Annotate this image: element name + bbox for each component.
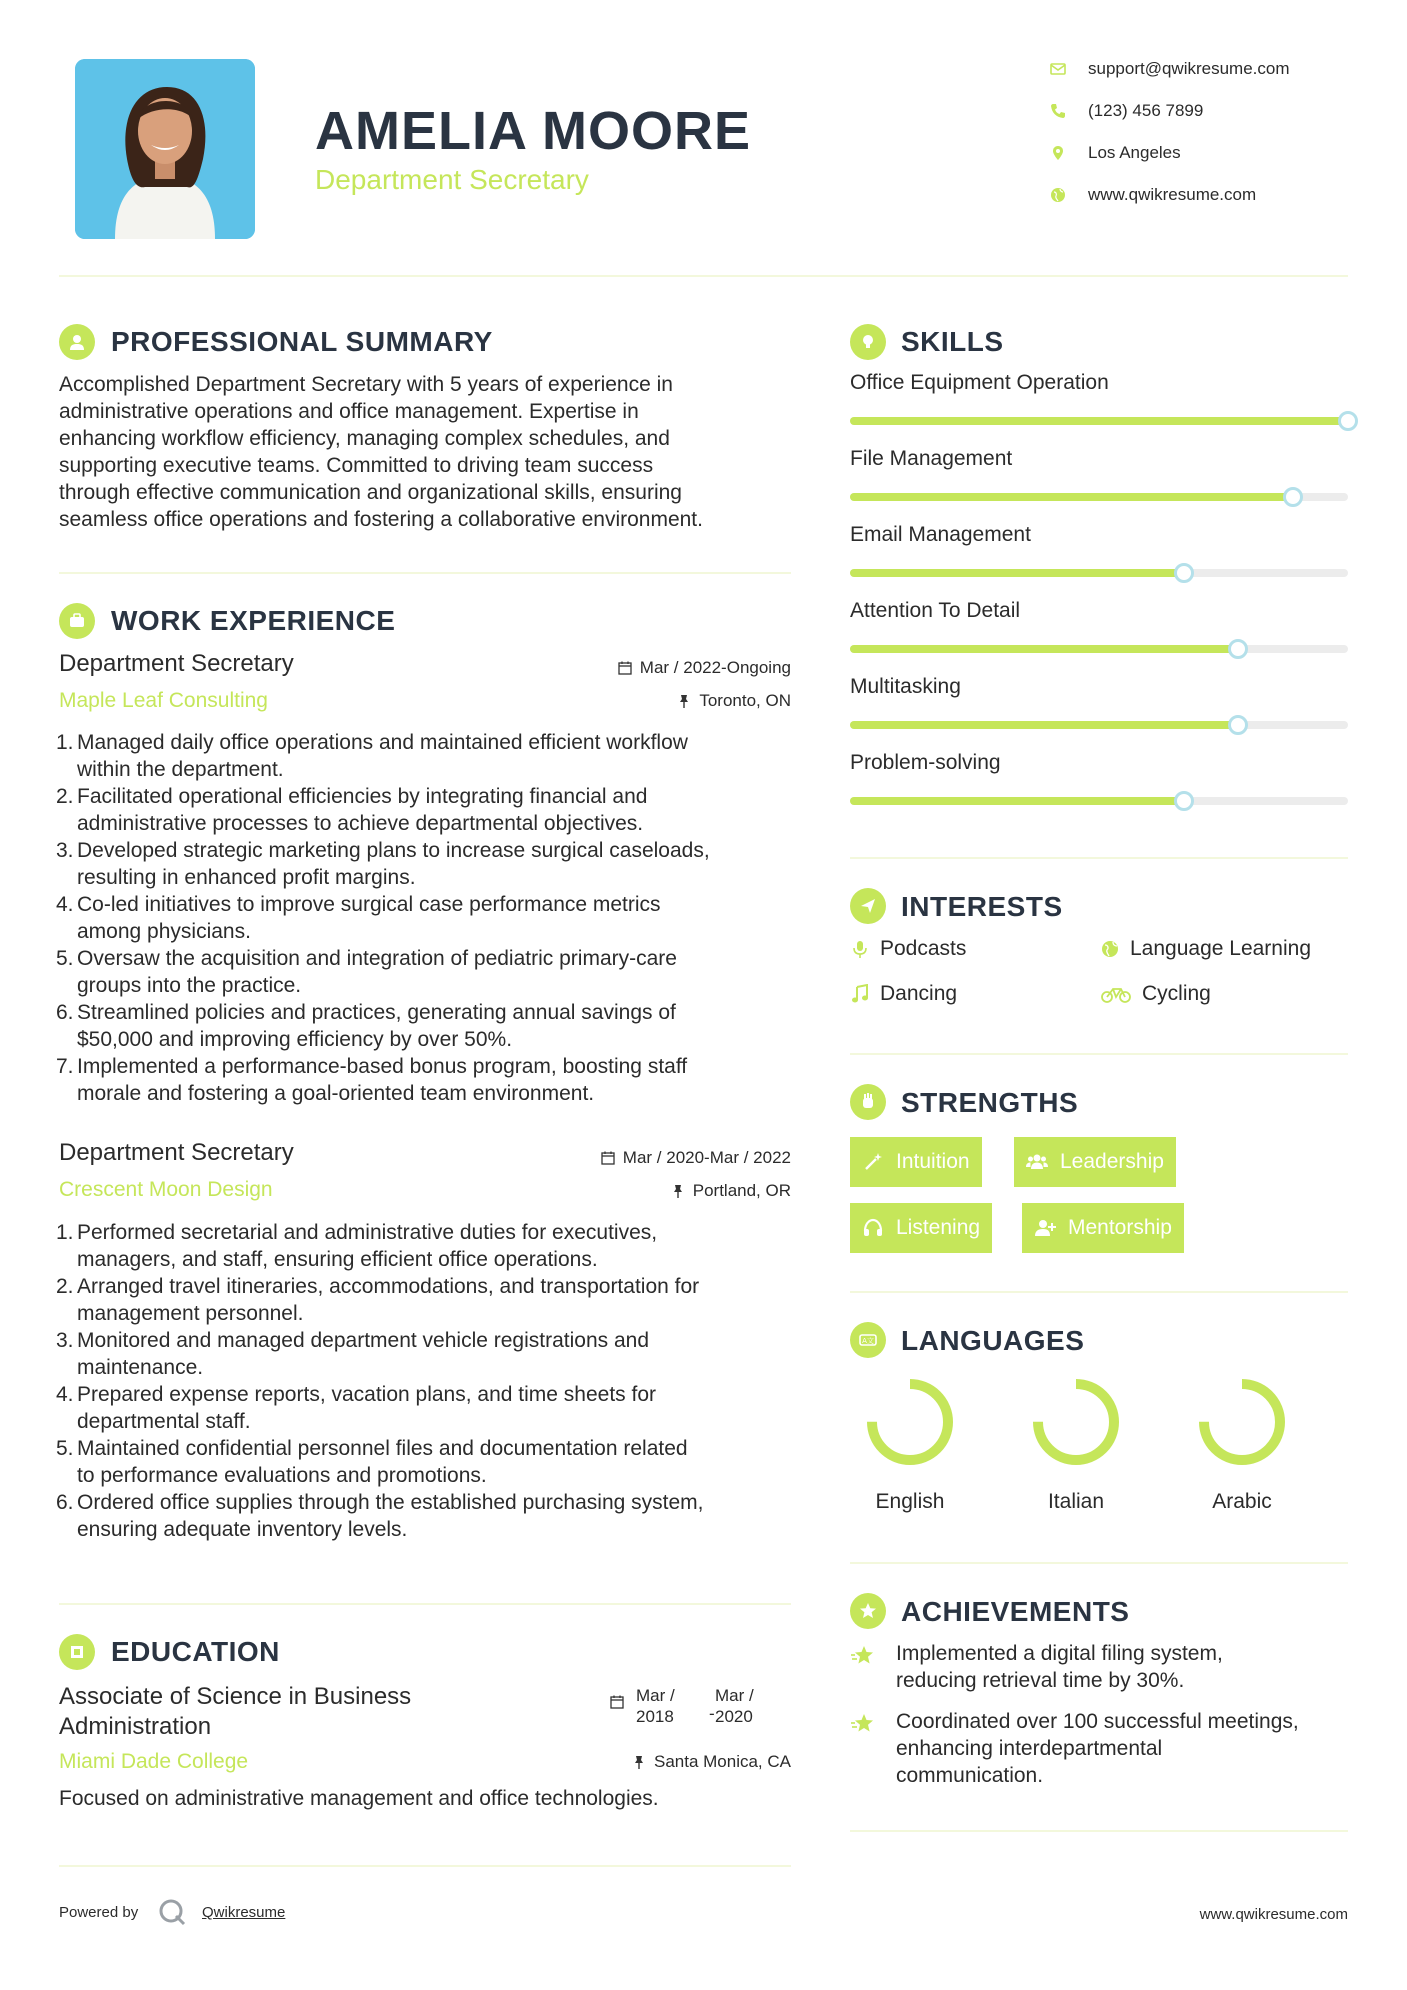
job-title: Department Secretary xyxy=(59,650,294,677)
interest-label: Podcasts xyxy=(880,937,967,960)
skill-label: Attention To Detail xyxy=(850,599,1021,622)
headphones-icon xyxy=(862,1217,884,1239)
skill-bar-knob xyxy=(1338,411,1358,431)
contact-phone-text: (123) 456 7899 xyxy=(1088,101,1204,120)
achievements-heading: ACHIEVEMENTS xyxy=(901,1596,1130,1627)
skill-bar-knob xyxy=(1228,639,1248,659)
skill-bar-fill xyxy=(850,417,1348,425)
skill-bar xyxy=(850,569,1348,577)
degree-line: Administration xyxy=(59,1713,212,1740)
section-divider xyxy=(850,1291,1348,1293)
achievement-item: Implemented a digital filing system, reducing retrieval time by 30%. xyxy=(896,1642,1223,1692)
pin-icon xyxy=(677,694,691,708)
users-icon xyxy=(1026,1151,1048,1173)
skill-bar xyxy=(850,721,1348,729)
language-level-arc xyxy=(872,1384,948,1460)
interest-item xyxy=(850,937,966,961)
summary-line: seamless office operations and fostering a collaborative environment. xyxy=(59,508,703,531)
magic-wand-icon xyxy=(862,1151,884,1173)
powered-by-label: Powered by xyxy=(59,1904,139,1921)
list-item: 7. Implemented a performance-based bonus program, boosting staff morale and fostering a goal-oriented team environment. xyxy=(56,1055,688,1105)
candidate-title: Department Secretary xyxy=(315,164,589,195)
language-label: English xyxy=(875,1490,945,1513)
qwikresume-link[interactable]: Qwikresume xyxy=(202,1904,286,1921)
job-date-text: Mar / 2022-Ongoing xyxy=(639,658,791,677)
strengths-section-icon xyxy=(850,1084,886,1120)
contact-location-text: Los Angeles xyxy=(1088,143,1181,162)
date-end-month: Mar / xyxy=(715,1686,754,1705)
strength-label: Intuition xyxy=(896,1150,970,1173)
skills-heading: SKILLS xyxy=(901,326,1004,357)
school-name: Miami Dade College xyxy=(59,1750,249,1773)
skill-bar-fill xyxy=(850,797,1184,805)
job-responsibilities xyxy=(56,1219,799,1543)
skill-label: Multitasking xyxy=(850,675,961,698)
interests-heading: INTERESTS xyxy=(901,891,1063,922)
summary-line: supporting executive teams. Committed to driving team success xyxy=(59,454,654,477)
skill-bar-fill xyxy=(850,569,1184,577)
user-icon xyxy=(67,332,87,352)
lightbulb-icon xyxy=(858,332,878,352)
list-item: 4. Co-led initiatives to improve surgical case performance metrics among physicians. xyxy=(56,893,661,943)
star-icon xyxy=(850,1711,876,1737)
pin-icon xyxy=(671,1184,685,1198)
job-location-text: Toronto, ON xyxy=(699,691,791,710)
languages-section-icon xyxy=(850,1322,886,1358)
summary-line: Accomplished Department Secretary with 5 years of experience in xyxy=(59,373,673,396)
section-divider xyxy=(850,1830,1348,1832)
strengths-heading: STRENGTHS xyxy=(901,1087,1079,1118)
skill-bar xyxy=(850,493,1348,501)
list-item: 6. Streamlined policies and practices, generating annual savings of $50,000 and improving efficiency by over 50%. xyxy=(56,1001,676,1051)
list-item: 2. Facilitated operational efficiencies by integrating financial and administrative processes to achieve departmental objectives. xyxy=(56,785,648,835)
list-item: 5. Maintained confidential personnel files and documentation related to performance evaluations and promotions. xyxy=(56,1437,688,1487)
education-heading: EDUCATION xyxy=(111,1636,280,1667)
interests-section-icon xyxy=(850,888,886,924)
phone-icon xyxy=(1050,103,1066,119)
bicycle-icon xyxy=(1100,984,1132,1004)
achievements-section-icon xyxy=(850,1593,886,1629)
language-level-ring xyxy=(1197,1377,1287,1467)
education-location xyxy=(540,1752,791,1772)
list-item: 5. Oversaw the acquisition and integration of pediatric primary-care groups into the practice. xyxy=(56,947,677,997)
contact-email-text: support@qwikresume.com xyxy=(1088,59,1290,78)
section-divider xyxy=(850,1562,1348,1564)
language-level-arc xyxy=(1204,1384,1280,1460)
date-start-year: 2018 xyxy=(636,1707,674,1726)
skill-bar-fill xyxy=(850,721,1238,729)
strength-tag xyxy=(1022,1203,1184,1253)
degree-title xyxy=(59,1682,411,1742)
languages-heading: LANGUAGES xyxy=(901,1325,1085,1356)
date-end-year: 2020 xyxy=(715,1707,753,1726)
globe-icon xyxy=(1100,939,1120,959)
skill-bar-fill xyxy=(850,493,1293,501)
skill-label: File Management xyxy=(850,447,1013,470)
header-divider xyxy=(59,275,1348,277)
skill-label: Problem-solving xyxy=(850,751,1001,774)
list-item: 6. Ordered office supplies through the established purchasing system, ensuring adequate inventory levels. xyxy=(56,1491,704,1541)
contact-phone[interactable] xyxy=(1050,101,1350,121)
job-company: Crescent Moon Design xyxy=(59,1178,273,1201)
job-date xyxy=(540,1148,791,1168)
experience-heading: WORK EXPERIENCE xyxy=(111,605,396,636)
briefcase-icon xyxy=(67,611,87,631)
list-item: 1. Managed daily office operations and maintained efficient workflow within the department. xyxy=(56,731,688,781)
contact-website[interactable] xyxy=(1050,185,1350,205)
strength-label: Leadership xyxy=(1060,1150,1164,1173)
skill-bar xyxy=(850,645,1348,653)
skill-bar-knob xyxy=(1174,563,1194,583)
language-level-ring xyxy=(1031,1377,1121,1467)
strength-tag xyxy=(850,1203,992,1253)
calendar-icon xyxy=(610,1695,624,1709)
job-date-text: Mar / 2020-Mar / 2022 xyxy=(622,1148,791,1167)
language-label: Arabic xyxy=(1212,1490,1272,1513)
interest-item xyxy=(1100,982,1211,1006)
interest-label: Dancing xyxy=(880,982,958,1005)
skill-bar xyxy=(850,417,1348,425)
section-divider xyxy=(59,572,791,574)
footer-website-link[interactable]: www.qwikresume.com xyxy=(1199,1906,1348,1923)
job-title: Department Secretary xyxy=(59,1139,294,1166)
graduation-icon xyxy=(67,1642,87,1662)
hand-icon xyxy=(858,1092,878,1112)
qwikresume-logo-icon xyxy=(157,1897,187,1927)
date-start-month: Mar / xyxy=(636,1686,675,1705)
language-level-arc xyxy=(1038,1384,1114,1460)
skill-bar-knob xyxy=(1228,715,1248,735)
summary-heading: PROFESSIONAL SUMMARY xyxy=(111,326,493,357)
contact-email[interactable] xyxy=(1050,59,1350,79)
interest-item xyxy=(1100,937,1311,961)
star-icon xyxy=(850,1643,876,1669)
svg-text:A文: A文 xyxy=(862,1337,874,1345)
strength-label: Listening xyxy=(896,1216,981,1239)
microphone-icon xyxy=(850,939,870,959)
paper-plane-icon xyxy=(858,896,878,916)
calendar-icon xyxy=(618,661,632,675)
strength-tag xyxy=(1014,1137,1176,1187)
envelope-icon xyxy=(1050,61,1066,77)
profile-photo xyxy=(75,59,255,239)
list-item: 1. Performed secretarial and administrative duties for executives, managers, and staff, ensuring efficient office operations. xyxy=(56,1221,658,1271)
interest-item xyxy=(850,982,957,1006)
strength-tag xyxy=(850,1137,982,1187)
list-item: 3. Monitored and managed department vehicle registrations and maintenance. xyxy=(56,1329,650,1379)
experience-section-icon xyxy=(59,603,95,639)
language-label: Italian xyxy=(1047,1490,1105,1513)
education-location-text: Santa Monica, CA xyxy=(653,1752,791,1771)
summary-line: through effective communication and organizational skills, ensuring xyxy=(59,481,682,504)
job-location-text: Portland, OR xyxy=(692,1181,791,1200)
job-company: Maple Leaf Consulting xyxy=(59,689,268,712)
section-divider xyxy=(850,857,1348,859)
star-badge-icon xyxy=(858,1601,878,1621)
interest-label: Cycling xyxy=(1142,982,1211,1005)
section-divider xyxy=(59,1603,791,1605)
degree-line: Associate of Science in Business xyxy=(59,1683,412,1710)
summary-text xyxy=(59,371,799,533)
candidate-name: AMELIA MOORE xyxy=(315,101,751,161)
skill-label: Office Equipment Operation xyxy=(850,371,1109,394)
summary-line: enhancing workflow efficiency, managing complex schedules, and xyxy=(59,427,670,450)
skills-section-icon xyxy=(850,324,886,360)
job-responsibilities xyxy=(56,729,799,1107)
date-separator: - xyxy=(709,1704,715,1723)
education-date xyxy=(610,1685,790,1725)
skill-bar-fill xyxy=(850,645,1238,653)
strength-label: Mentorship xyxy=(1068,1216,1172,1239)
section-divider xyxy=(59,1865,791,1867)
map-pin-icon xyxy=(1050,145,1066,161)
interest-label: Language Learning xyxy=(1130,937,1312,960)
music-note-icon xyxy=(850,984,870,1004)
contact-location xyxy=(1050,143,1350,163)
skill-label: Email Management xyxy=(850,523,1031,546)
section-divider xyxy=(850,1053,1348,1055)
pin-icon xyxy=(632,1755,646,1769)
language-level-ring xyxy=(865,1377,955,1467)
job-location xyxy=(540,691,791,711)
summary-section-icon xyxy=(59,324,95,360)
list-item: 2. Arranged travel itineraries, accommodations, and transportation for management personnel. xyxy=(56,1275,700,1325)
language-icon xyxy=(858,1330,878,1350)
education-section-icon xyxy=(59,1634,95,1670)
education-description: Focused on administrative management and office technologies. xyxy=(59,1787,659,1810)
summary-line: administrative operations and office management. Expertise in xyxy=(59,400,639,423)
contact-website-text: www.qwikresume.com xyxy=(1088,185,1257,204)
skill-bar xyxy=(850,797,1348,805)
skill-bar-knob xyxy=(1283,487,1303,507)
user-plus-icon xyxy=(1034,1217,1056,1239)
list-item: 4. Prepared expense reports, vacation plans, and time sheets for departmental staff. xyxy=(56,1383,656,1433)
achievement-item: Coordinated over 100 successful meetings, enhancing interdepartmental communication. xyxy=(896,1710,1299,1787)
job-location xyxy=(540,1181,791,1201)
list-item: 3. Developed strategic marketing plans to increase surgical caseloads, resulting in enhanced profit margins. xyxy=(56,839,710,889)
job-date xyxy=(540,658,791,678)
globe-icon xyxy=(1050,187,1066,203)
skill-bar-knob xyxy=(1174,791,1194,811)
calendar-icon xyxy=(601,1151,615,1165)
